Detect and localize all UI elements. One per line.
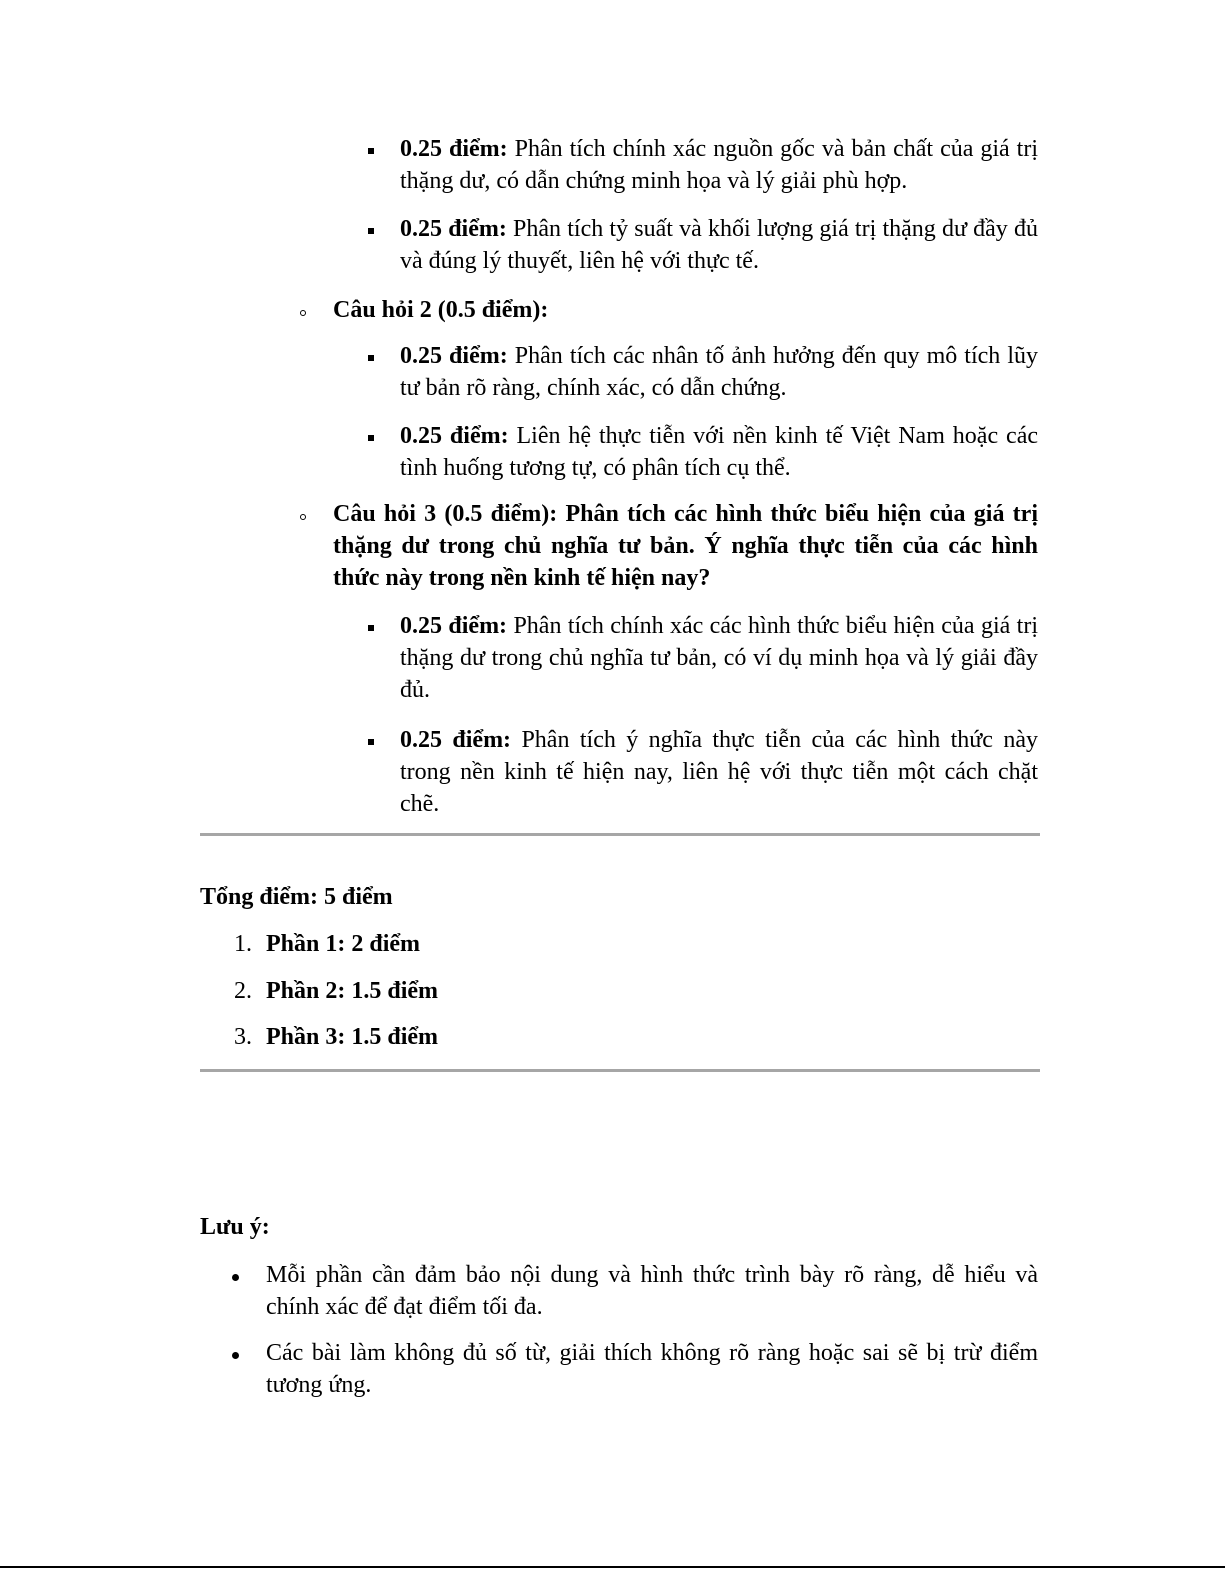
criterion-item	[400, 340, 1038, 404]
notes-heading: Lưu ý:	[200, 1214, 270, 1240]
disc-bullet-icon	[232, 1274, 239, 1281]
list-number: 1.	[234, 931, 252, 957]
page-bottom-border	[0, 1566, 1225, 1568]
square-bullet-icon	[368, 625, 374, 631]
circle-bullet-icon	[300, 310, 306, 316]
list-number: 2.	[234, 978, 252, 1004]
horizontal-divider	[200, 833, 1040, 836]
criterion-text: Phân tích các nhân tố ảnh hưởng đến quy mô tích lũy tư bản rõ ràng, chính xác, có dẫn chứng.	[400, 343, 1039, 401]
criterion-points: 0.25 điểm:	[400, 613, 508, 639]
criterion-text: Phân tích tỷ suất và khối lượng giá trị thặng dư đầy đủ và đúng lý thuyết, liên hệ với thực tế.	[400, 216, 1039, 274]
criterion-points: 0.25 điểm:	[400, 423, 509, 449]
total-item: Phần 3: 1.5 điểm	[266, 1024, 439, 1050]
question-heading: Câu hỏi 3 (0.5 điểm): Phân tích các hình thức biểu hiện của giá trị thặng dư trong chủ nghĩa tư bản. Ý nghĩa thực tiễn của các hình thức này trong nền kinh tế hiện nay?	[333, 501, 1038, 591]
total-item: Phần 1: 2 điểm	[266, 931, 421, 957]
list-number: 3.	[234, 1024, 252, 1050]
square-bullet-icon	[368, 739, 374, 745]
criterion-item	[400, 213, 1038, 277]
square-bullet-icon	[368, 355, 374, 361]
criterion-item	[400, 610, 1038, 706]
square-bullet-icon	[368, 228, 374, 234]
question-heading: Câu hỏi 2 (0.5 điểm):	[333, 297, 549, 323]
criterion-text: Phân tích chính xác nguồn gốc và bản chất của giá trị thặng dư, có dẫn chứng minh họa và lý giải phù hợp.	[400, 136, 1038, 194]
criterion-text: Liên hệ thực tiễn với nền kinh tế Việt Nam hoặc các tình huống tương tự, có phân tích cụ thể.	[400, 423, 1038, 481]
square-bullet-icon	[368, 435, 374, 441]
criterion-points: 0.25 điểm:	[400, 136, 508, 162]
criterion-item	[400, 724, 1038, 820]
total-item: Phần 2: 1.5 điểm	[266, 978, 439, 1004]
disc-bullet-icon	[232, 1352, 239, 1359]
note-item: Các bài làm không đủ số từ, giải thích không rõ ràng hoặc sai sẽ bị trừ điểm tương ứng.	[266, 1340, 1038, 1398]
horizontal-divider	[200, 1069, 1040, 1072]
criterion-item	[400, 420, 1038, 484]
criterion-item	[400, 133, 1038, 197]
criterion-points: 0.25 điểm:	[400, 727, 512, 753]
circle-bullet-icon	[300, 514, 306, 520]
criterion-text: Phân tích ý nghĩa thực tiễn của các hình thức này trong nền kinh tế hiện nay, liên hệ với thực tiễn một cách chặt chẽ.	[400, 727, 1038, 817]
total-heading: Tổng điểm: 5 điểm	[200, 884, 393, 910]
square-bullet-icon	[368, 148, 374, 154]
criterion-points: 0.25 điểm:	[400, 343, 508, 369]
note-item: Mỗi phần cần đảm bảo nội dung và hình thức trình bày rõ ràng, dễ hiểu và chính xác để đạt điểm tối đa.	[266, 1262, 1038, 1320]
criterion-points: 0.25 điểm:	[400, 216, 507, 242]
criterion-text: Phân tích chính xác các hình thức biểu hiện của giá trị thặng dư trong chủ nghĩa tư bản, có ví dụ minh họa và lý giải đầy đủ.	[400, 613, 1038, 703]
